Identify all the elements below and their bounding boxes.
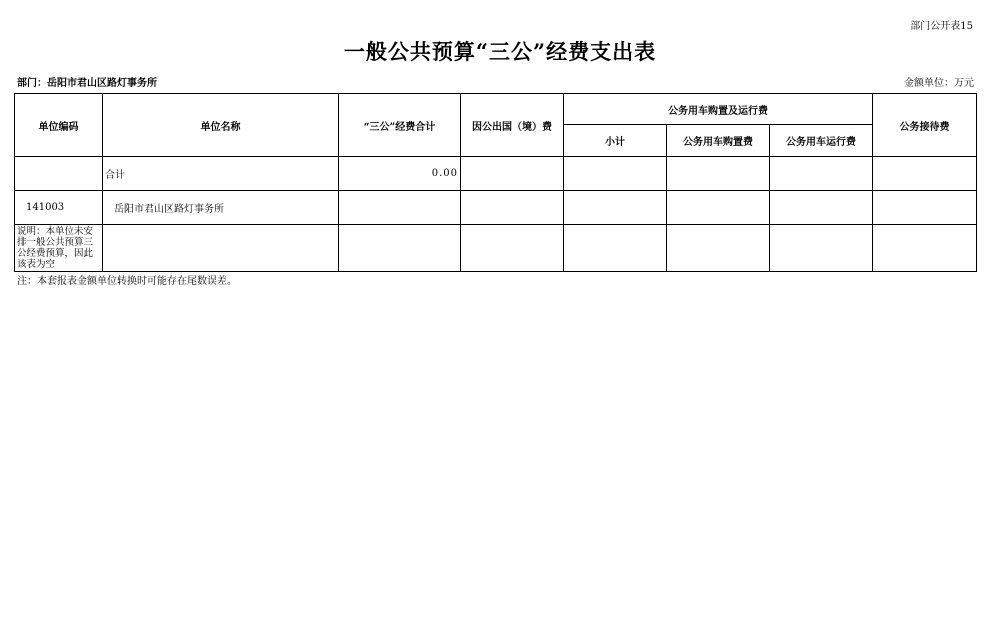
total-row-vehicle-operation [770,157,873,191]
note-blank-1 [103,225,339,272]
row-abroad [461,191,564,225]
total-row-total: 0.00 [339,157,461,191]
total-row-vehicle-purchase [667,157,770,191]
table-row [15,191,977,225]
header-total: “三公”经费合计 [339,94,461,157]
total-row-reception [873,157,977,191]
header-vehicle-operation: 公务用车运行费 [770,125,873,157]
row-total [339,191,461,225]
row-subtotal [564,191,667,225]
header-subtotal: 小计 [564,125,667,157]
total-row-subtotal [564,157,667,191]
three-public-expenses-table [14,93,977,272]
department-label: 部门：岳阳市君山区路灯事务所 [17,78,157,89]
row-vehicle-operation [770,191,873,225]
header-unit-name: 单位名称 [103,94,339,157]
row-reception [873,191,977,225]
note-blank-5 [667,225,770,272]
header-vehicle-purchase: 公务用车购置费 [667,125,770,157]
header-reception: 公务接待费 [873,94,977,157]
row-unit-code: 141003 [15,191,103,225]
total-row-code [15,157,103,191]
header-abroad: 因公出国（境）费 [461,94,564,157]
total-row [15,157,977,191]
row-vehicle-purchase [667,191,770,225]
form-code: 部门公开表15 [910,21,973,32]
header-vehicle-group: 公务用车购置及运行费 [564,94,873,125]
note-blank-3 [461,225,564,272]
header-row-top [15,94,977,125]
note-blank-6 [770,225,873,272]
note-row [15,225,977,272]
note-text: 说明：本单位未安排一般公共预算三公经费预算，因此该表为空 [15,225,103,272]
note-blank-2 [339,225,461,272]
amount-unit-label: 金额单位：万元 [904,78,974,89]
total-row-abroad [461,157,564,191]
header-unit-code: 单位编码 [15,94,103,157]
total-row-label: 合计 [103,157,339,191]
page-title: 一般公共预算“三公”经费支出表 [343,39,657,64]
footnote: 注：本套报表金额单位转换时可能存在尾数误差。 [17,276,237,287]
row-unit-name: 岳阳市君山区路灯事务所 [103,191,339,225]
note-blank-7 [873,225,977,272]
note-blank-4 [564,225,667,272]
